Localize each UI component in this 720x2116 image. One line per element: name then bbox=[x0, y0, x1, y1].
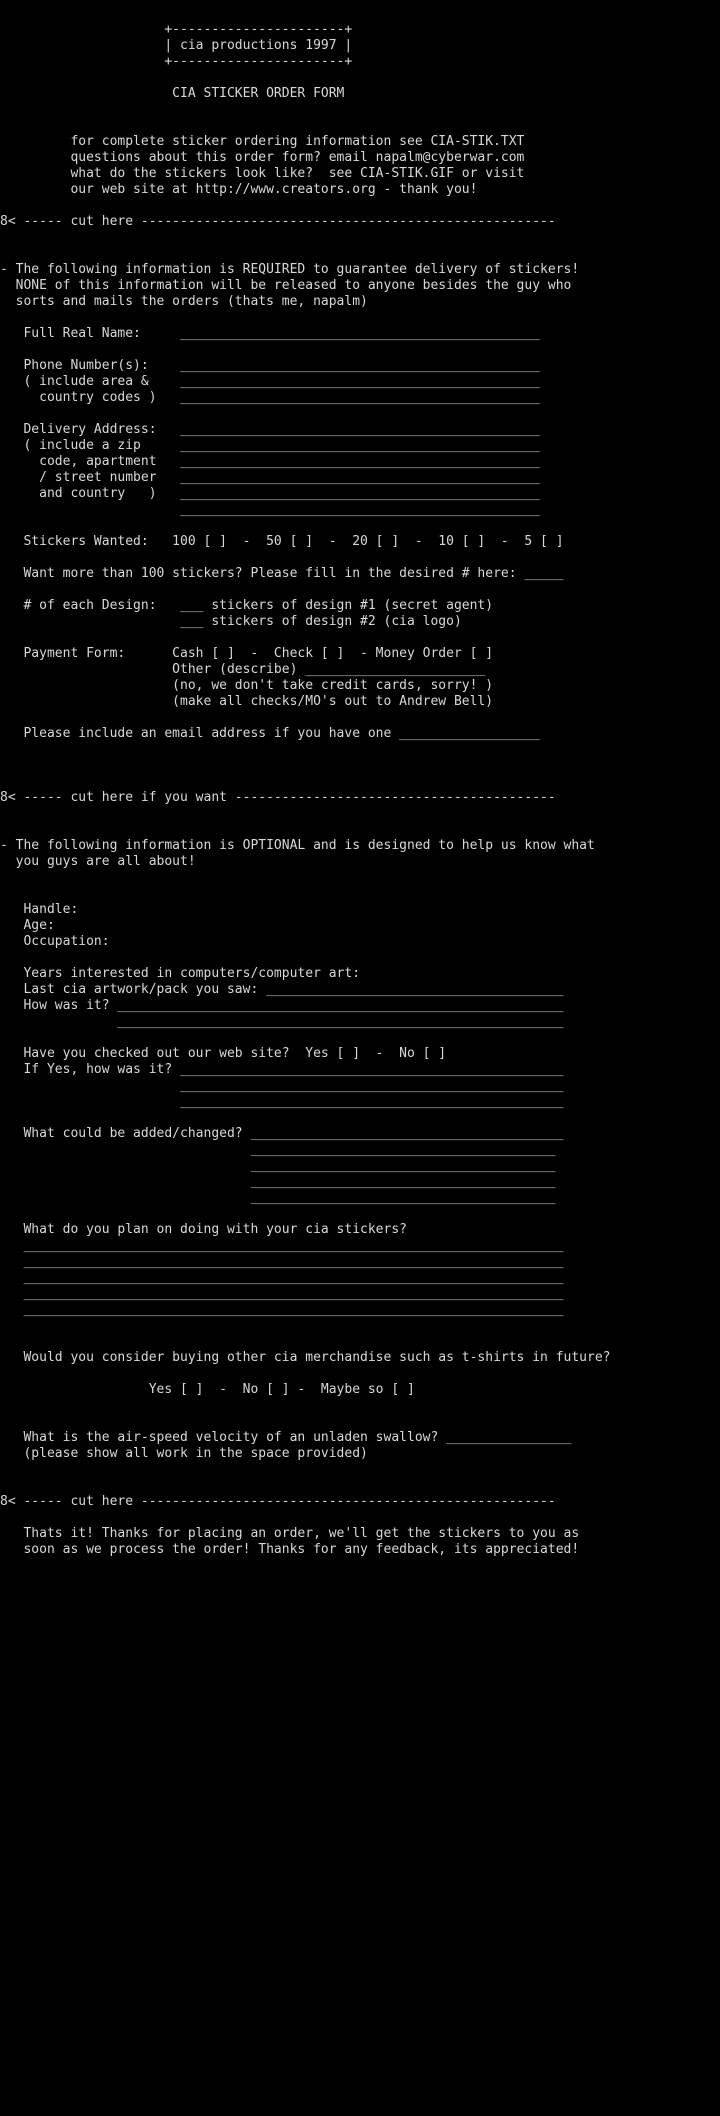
form-line: 8< ----- cut here ----------------------------------------------------- bbox=[0, 1494, 556, 1509]
form-line bbox=[0, 518, 720, 534]
form-line: # of each Design: ___ stickers of design #1 (secret agent) bbox=[0, 598, 494, 613]
form-line: - The following information is REQUIRED to guarantee delivery of stickers! bbox=[0, 262, 580, 277]
form-line bbox=[0, 1030, 720, 1046]
form-line: What do you plan on doing with your cia stickers? bbox=[0, 1222, 407, 1237]
form-line bbox=[0, 1366, 720, 1382]
form-line: _____________________________________________________________________ bbox=[0, 1302, 564, 1317]
form-line bbox=[0, 310, 720, 326]
form-line: Delivery Address: ______________________________________________ bbox=[0, 422, 541, 437]
form-line: questions about this order form? email napalm@cyberwar.com bbox=[0, 150, 525, 165]
form-line: _________________________________________________ bbox=[0, 1078, 564, 1093]
form-line: (please show all work in the space provided) bbox=[0, 1446, 368, 1461]
form-line: Thats it! Thanks for placing an order, we'll get the stickers to you as bbox=[0, 1526, 580, 1541]
form-line: _______________________________________ bbox=[0, 1158, 556, 1173]
form-line bbox=[0, 950, 720, 966]
form-line: If Yes, how was it? _________________________________________________ bbox=[0, 1062, 564, 1077]
form-line: and country ) ______________________________________________ bbox=[0, 486, 541, 501]
form-line: _______________________________________ bbox=[0, 1190, 556, 1205]
form-line bbox=[0, 822, 720, 838]
form-line bbox=[0, 758, 720, 774]
form-line: / street number ______________________________________________ bbox=[0, 470, 541, 485]
form-line: _________________________________________________ bbox=[0, 1094, 564, 1109]
form-line: ___ stickers of design #2 (cia logo) bbox=[0, 614, 462, 629]
form-line: _________________________________________________________ bbox=[0, 1014, 564, 1029]
form-line bbox=[0, 406, 720, 422]
form-line bbox=[0, 1510, 720, 1526]
form-line: Years interested in computers/computer art: bbox=[0, 966, 361, 981]
form-line bbox=[0, 342, 720, 358]
form-line: Last cia artwork/pack you saw: ______________________________________ bbox=[0, 982, 564, 997]
form-line: _______________________________________ bbox=[0, 1142, 556, 1157]
form-line bbox=[0, 246, 720, 262]
form-line bbox=[0, 70, 720, 86]
form-line bbox=[0, 742, 720, 758]
form-line: - The following information is OPTIONAL and is designed to help us know what bbox=[0, 838, 595, 853]
form-line bbox=[0, 886, 720, 902]
form-line: CIA STICKER ORDER FORM bbox=[0, 86, 345, 101]
form-line: country codes ) ______________________________________________ bbox=[0, 390, 541, 405]
form-line: Occupation: bbox=[0, 934, 110, 949]
form-line: our web site at http://www.creators.org - thank you! bbox=[0, 182, 478, 197]
form-line: What could be added/changed? ________________________________________ bbox=[0, 1126, 564, 1141]
form-line: _____________________________________________________________________ bbox=[0, 1286, 564, 1301]
form-line: ( include a zip ______________________________________________ bbox=[0, 438, 541, 453]
form-line: Please include an email address if you have one __________________ bbox=[0, 726, 541, 741]
form-line: Handle: bbox=[0, 902, 79, 917]
form-line bbox=[0, 1110, 720, 1126]
form-line: Age: bbox=[0, 918, 55, 933]
form-line: What is the air-speed velocity of an unladen swallow? ________________ bbox=[0, 1430, 572, 1445]
form-line: soon as we process the order! Thanks for any feedback, its appreciated! bbox=[0, 1542, 580, 1557]
form-line bbox=[0, 806, 720, 822]
form-line: 8< ----- cut here if you want ----------------------------------------- bbox=[0, 790, 556, 805]
form-line: _______________________________________ bbox=[0, 1174, 556, 1189]
form-line: _____________________________________________________________________ bbox=[0, 1270, 564, 1285]
form-line bbox=[0, 1398, 720, 1414]
form-line: ______________________________________________ bbox=[0, 502, 541, 517]
form-line bbox=[0, 774, 720, 790]
form-line: +----------------------+ bbox=[0, 54, 353, 69]
form-line: Stickers Wanted: 100 [ ] - 50 [ ] - 20 [ ] - 10 [ ] - 5 [ ] bbox=[0, 534, 564, 549]
form-line bbox=[0, 1334, 720, 1350]
form-line: 8< ----- cut here ----------------------------------------------------- bbox=[0, 214, 556, 229]
form-line: code, apartment ______________________________________________ bbox=[0, 454, 541, 469]
form-line: Phone Number(s): ______________________________________________ bbox=[0, 358, 541, 373]
form-line bbox=[0, 550, 720, 566]
form-line: +----------------------+ bbox=[0, 22, 353, 37]
form-line: (make all checks/MO's out to Andrew Bell) bbox=[0, 694, 494, 709]
form-line bbox=[0, 582, 720, 598]
form-line: _____________________________________________________________________ bbox=[0, 1238, 564, 1253]
form-line bbox=[0, 198, 720, 214]
form-line bbox=[0, 6, 720, 22]
form-line: | cia productions 1997 | bbox=[0, 38, 353, 53]
form-line bbox=[0, 1478, 720, 1494]
form-line bbox=[0, 1318, 720, 1334]
form-line: Would you consider buying other cia merchandise such as t-shirts in future? bbox=[0, 1350, 611, 1365]
form-line: sorts and mails the orders (thats me, napalm) bbox=[0, 294, 368, 309]
form-line bbox=[0, 630, 720, 646]
form-line: (no, we don't take credit cards, sorry! ) bbox=[0, 678, 494, 693]
form-line bbox=[0, 118, 720, 134]
form-line: NONE of this information will be released to anyone besides the guy who bbox=[0, 278, 572, 293]
form-line: Full Real Name: ______________________________________________ bbox=[0, 326, 541, 341]
form-line: Yes [ ] - No [ ] - Maybe so [ ] bbox=[0, 1382, 415, 1397]
form-line bbox=[0, 870, 720, 886]
form-line bbox=[0, 1462, 720, 1478]
form-line: you guys are all about! bbox=[0, 854, 196, 869]
form-line: _____________________________________________________________________ bbox=[0, 1254, 564, 1269]
form-line: Other (describe) _______________________ bbox=[0, 662, 486, 677]
form-line bbox=[0, 710, 720, 726]
form-line: ( include area & ______________________________________________ bbox=[0, 374, 541, 389]
form-line: for complete sticker ordering information see CIA-STIK.TXT bbox=[0, 134, 525, 149]
form-line: How was it? _________________________________________________________ bbox=[0, 998, 564, 1013]
form-line bbox=[0, 230, 720, 246]
form-line: Want more than 100 stickers? Please fill in the desired # here: _____ bbox=[0, 566, 564, 581]
form-line bbox=[0, 1414, 720, 1430]
form-line bbox=[0, 1206, 720, 1222]
form-line: Have you checked out our web site? Yes [ ] - No [ ] bbox=[0, 1046, 447, 1061]
form-line bbox=[0, 102, 720, 118]
form-line: what do the stickers look like? see CIA-STIK.GIF or visit bbox=[0, 166, 525, 181]
form-line: Payment Form: Cash [ ] - Check [ ] - Money Order [ ] bbox=[0, 646, 494, 661]
